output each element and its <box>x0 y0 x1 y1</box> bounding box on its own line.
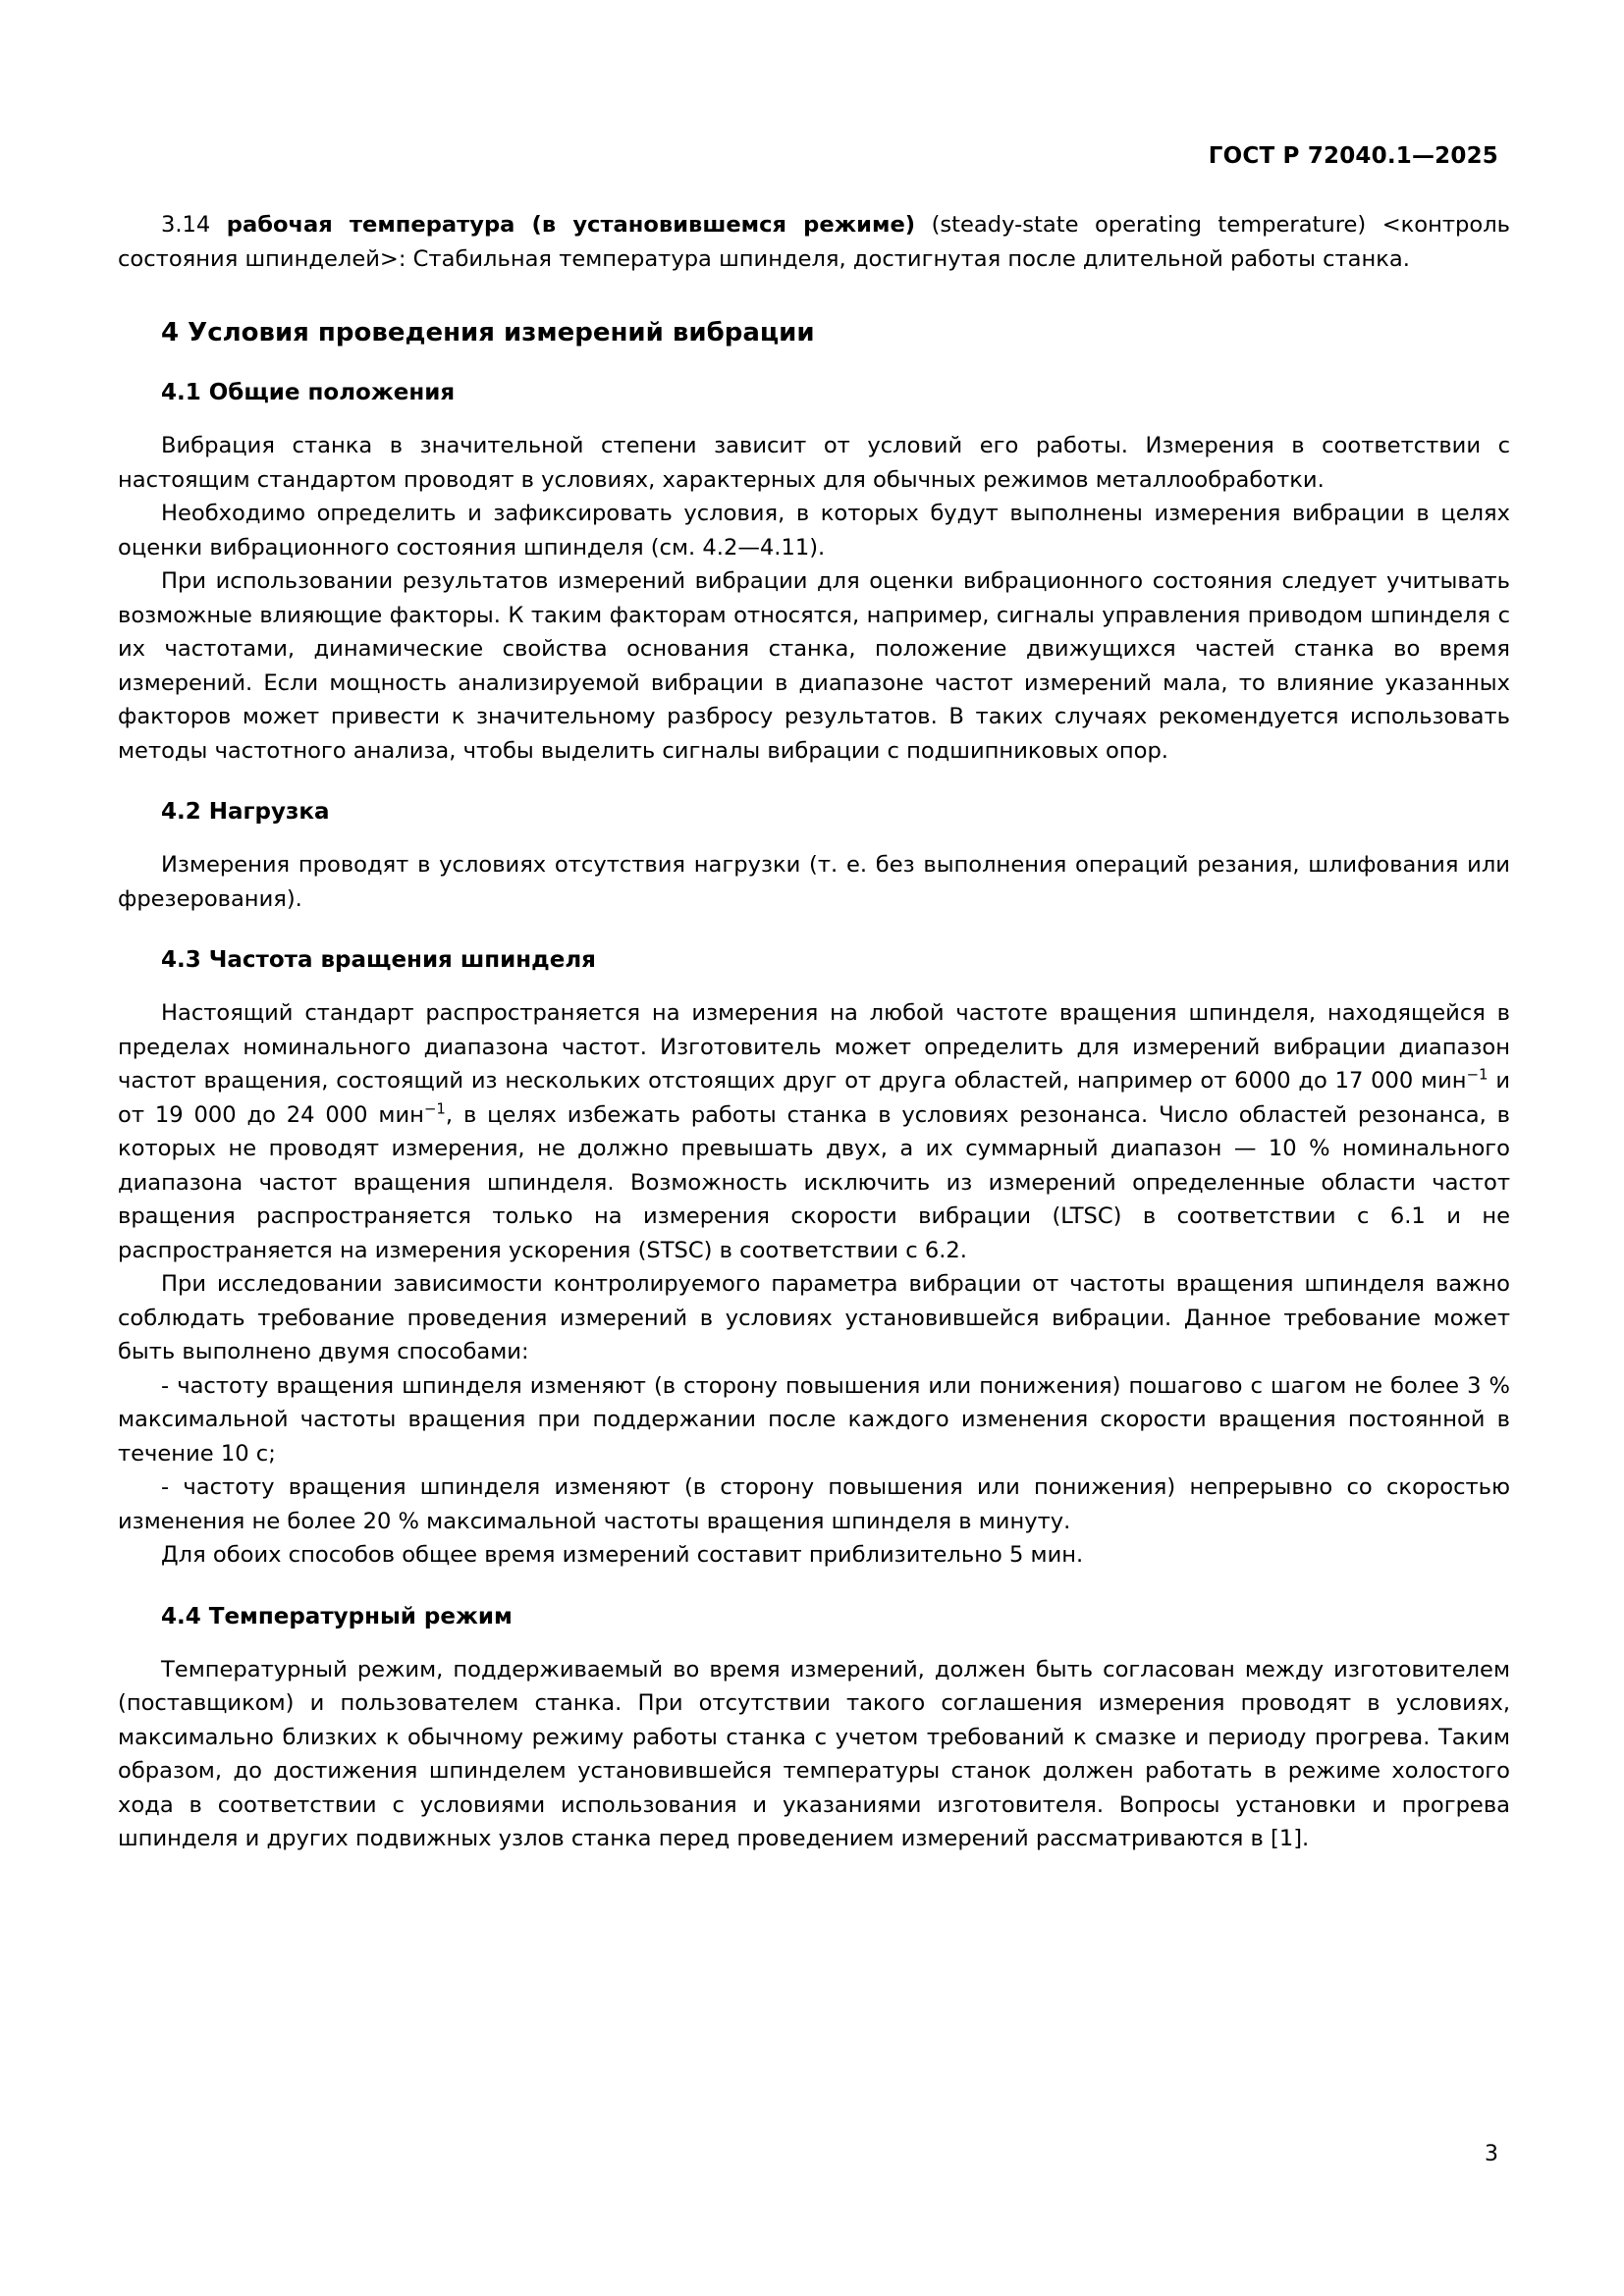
section-4-1-heading: 4.1 Общие положения <box>161 380 456 405</box>
section-4-3-paragraph-1 <box>118 996 1510 1267</box>
section-4-4-paragraph-1: Температурный режим, поддерживаемый во время измерений, должен быть согласован между изготовителем (поставщиком) и пользователем станка. При отсутствии такого соглашения измерения проводят в условиях, максимально близких к обычному режиму работы станка с учетом требований к смазке и периоду прогрева. Таким образом, до достижения шпинделем установившейся температуры станок должен работать в режиме холостого хода в соответствии с условиями использования и указаниями изготовителя. Вопросы установки и прогрева шпинделя и других подвижных узлов станка перед проведением измерений рассматриваются в [1]. <box>118 1656 1510 1851</box>
section-4-3-paragraph-2: При исследовании зависимости контролируемого параметра вибрации от частоты вращения шпинделя важно соблюдать требование проведения измерений в условиях установившейся вибрации. Данное требование может быть выполнено двумя способами: <box>118 1271 1510 1364</box>
section-4-1-paragraph-3: При использовании результатов измерений вибрации для оценки вибрационного состояния следует учитывать возможные влияющие факторы. К таким факторам относятся, например, сигналы управления приводом шпинделя с их частотами, динамические свойства основания станка, положение движущихся частей станка во время измерений. Если мощность анализируемой вибрации в диапазоне частот измерений мала, то влияние указанных факторов может привести к значительному разбросу результатов. В таких случаях рекомендуется использовать методы частотного анализа, чтобы выделить сигналы вибрации с подшипниковых опор. <box>118 568 1510 764</box>
term-definition: Стабильная температура шпинделя, достигнутая после длительной работы станка. <box>412 245 1410 272</box>
section-4-1-paragraph-1: Вибрация станка в значительной степени зависит от условий его работы. Измерения в соответствии с настоящим стандартом проводят в условиях, характерных для обычных режимов металлообработки. <box>118 433 1510 493</box>
term-scope: <контроль состояния шпинделей>: <box>118 212 1510 272</box>
section-4-4-heading: 4.4 Температурный режим <box>161 1603 513 1629</box>
section-4-3-list-item-1: - частоту вращения шпинделя изменяют (в сторону повышения или понижения) пошагово с шагом не более 3 % максимальной частоты вращения при поддержании после каждого изменения скорости вращения постоянной в течение 10 с; <box>118 1372 1510 1467</box>
s43-p1-sup1: −1 <box>1466 1065 1489 1084</box>
section-4-3-heading: 4.3 Частота вращения шпинделя <box>161 947 596 973</box>
s43-p1-part2: и от 19 000 до 24 000 мин <box>118 1068 1510 1128</box>
section-4-1-paragraph-2: Необходимо определить и зафиксировать условия, в которых будут выполнены измерения вибрации в целях оценки вибрационного состояния шпинделя (см. 4.2—4.11). <box>118 501 1510 561</box>
page-number: 3 <box>1485 2142 1498 2166</box>
s43-p1-part3: , в целях избежать работы станка в условиях резонанса. Число областей резонанса, в которых не проводят измерения, не должно превышать двух, а их суммарный диапазон — 10 % номинального диапазона частот вращения шпинделя. Возможность исключить из измерений определенные области частот вращения распространяется только на измерения скорости вибрации (LTSC) в соответствии с 6.1 и не распространяется на измерения ускорения (STSC) в соответствии с 6.2. <box>118 1101 1510 1263</box>
term-english: (steady-state operating temperature) <box>931 212 1367 238</box>
section-4-heading: 4 Условия проведения измерений вибрации <box>161 318 815 347</box>
page-header-standard-number: ГОСТ Р 72040.1—2025 <box>1208 143 1498 169</box>
section-4-3-paragraph-3: Для обоих способов общее время измерений составит приблизительно 5 мин. <box>161 1542 1084 1568</box>
term-name: рабочая температура (в установившемся режиме) <box>226 212 916 238</box>
section-4-2-paragraph-1: Измерения проводят в условиях отсутствия нагрузки (т. е. без выполнения операций резания, шлифования или фрезерования). <box>118 852 1510 912</box>
section-4-2-heading: 4.2 Нагрузка <box>161 799 330 825</box>
s43-p1-part1: Настоящий стандарт распространяется на измерения на любой частоте вращения шпинделя, находящейся в пределах номинального диапазона частот. Изготовитель может определить для измерений вибрации диапазон частот вращения, состоящий из нескольких отстоящих друг от друга областей, например от 6000 до 17 000 мин <box>118 1000 1510 1094</box>
s43-p1-sup2: −1 <box>423 1098 446 1117</box>
term-number: 3.14 <box>161 212 211 238</box>
term-3-14 <box>118 208 1510 276</box>
page-content <box>118 208 1510 1856</box>
section-4-3-list-item-2: - частоту вращения шпинделя изменяют (в сторону повышения или понижения) непрерывно со скоростью изменения не более 20 % максимальной частоты вращения шпинделя в минуту. <box>118 1474 1510 1534</box>
